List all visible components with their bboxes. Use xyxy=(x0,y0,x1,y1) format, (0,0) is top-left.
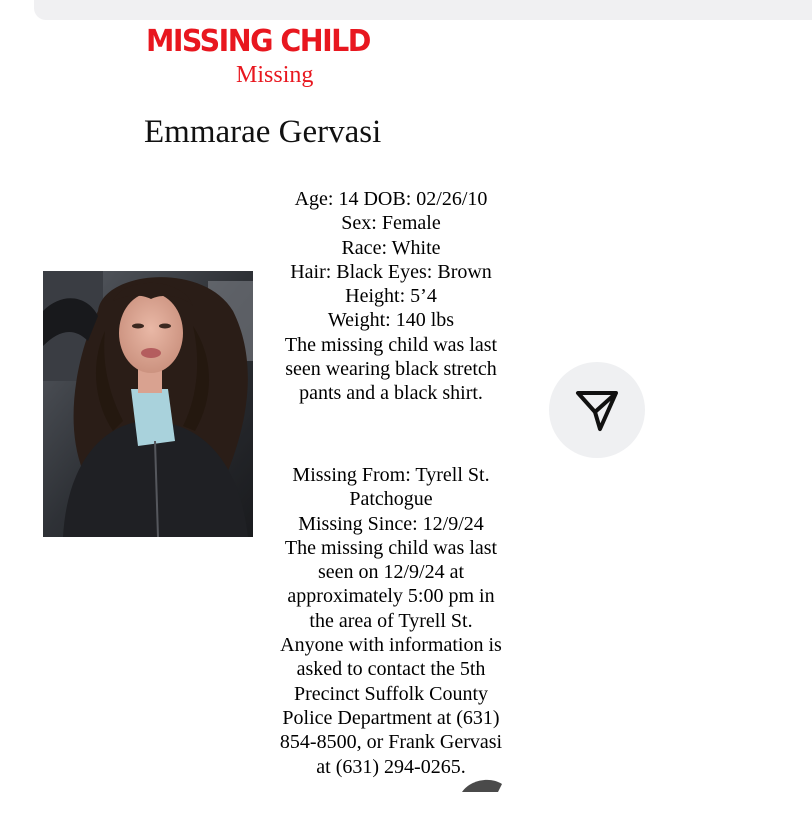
last-seen-line-2: seen on 12/9/24 at xyxy=(317,561,465,584)
missing-from-line-2: Patchogue xyxy=(349,488,433,511)
missing-from-line-1: Missing From: Tyrell St. xyxy=(292,464,490,486)
last-seen-line-1: The missing child was last xyxy=(284,536,498,559)
contact-line-6: at (631) 294-0265. xyxy=(316,755,466,778)
detail-race: Race: White xyxy=(341,236,441,259)
details-bottom xyxy=(262,463,520,779)
status-subtitle: Missing xyxy=(236,62,314,88)
detail-sex: Sex: Female xyxy=(341,212,441,235)
contact-line-4: Police Department at (631) xyxy=(282,706,500,729)
detail-clothing-line-1: The missing child was last xyxy=(284,333,498,356)
contact-line-2: asked to contact the 5th xyxy=(296,658,486,681)
missing-child-banner: MISSING CHILD xyxy=(146,24,370,59)
contact-line-5: 854-8500, or Frank Gervasi xyxy=(279,731,503,754)
child-photo xyxy=(43,271,253,537)
detail-clothing-line-3: pants and a black shirt. xyxy=(299,382,483,405)
top-bar xyxy=(34,0,812,20)
details-top xyxy=(262,187,520,406)
detail-hair-eyes: Hair: Black Eyes: Brown xyxy=(290,260,492,283)
detail-weight: Weight: 140 lbs xyxy=(327,309,455,332)
last-seen-line-3: approximately 5:00 pm in xyxy=(287,585,495,608)
detail-age-dob: Age: 14 DOB: 02/26/10 xyxy=(294,188,488,210)
child-name: Emmarae Gervasi xyxy=(144,114,382,150)
missing-since: Missing Since: 12/9/24 xyxy=(298,512,484,535)
detail-height: Height: 5’4 xyxy=(345,285,437,308)
contact-line-1: Anyone with information is xyxy=(280,634,502,657)
send-icon xyxy=(574,387,620,433)
share-button[interactable] xyxy=(549,362,645,458)
last-seen-line-4: the area of Tyrell St. xyxy=(309,609,473,632)
detail-clothing-line-2: seen wearing black stretch xyxy=(285,358,497,381)
contact-line-3: Precinct Suffolk County xyxy=(293,682,489,705)
partial-shape xyxy=(462,778,502,792)
